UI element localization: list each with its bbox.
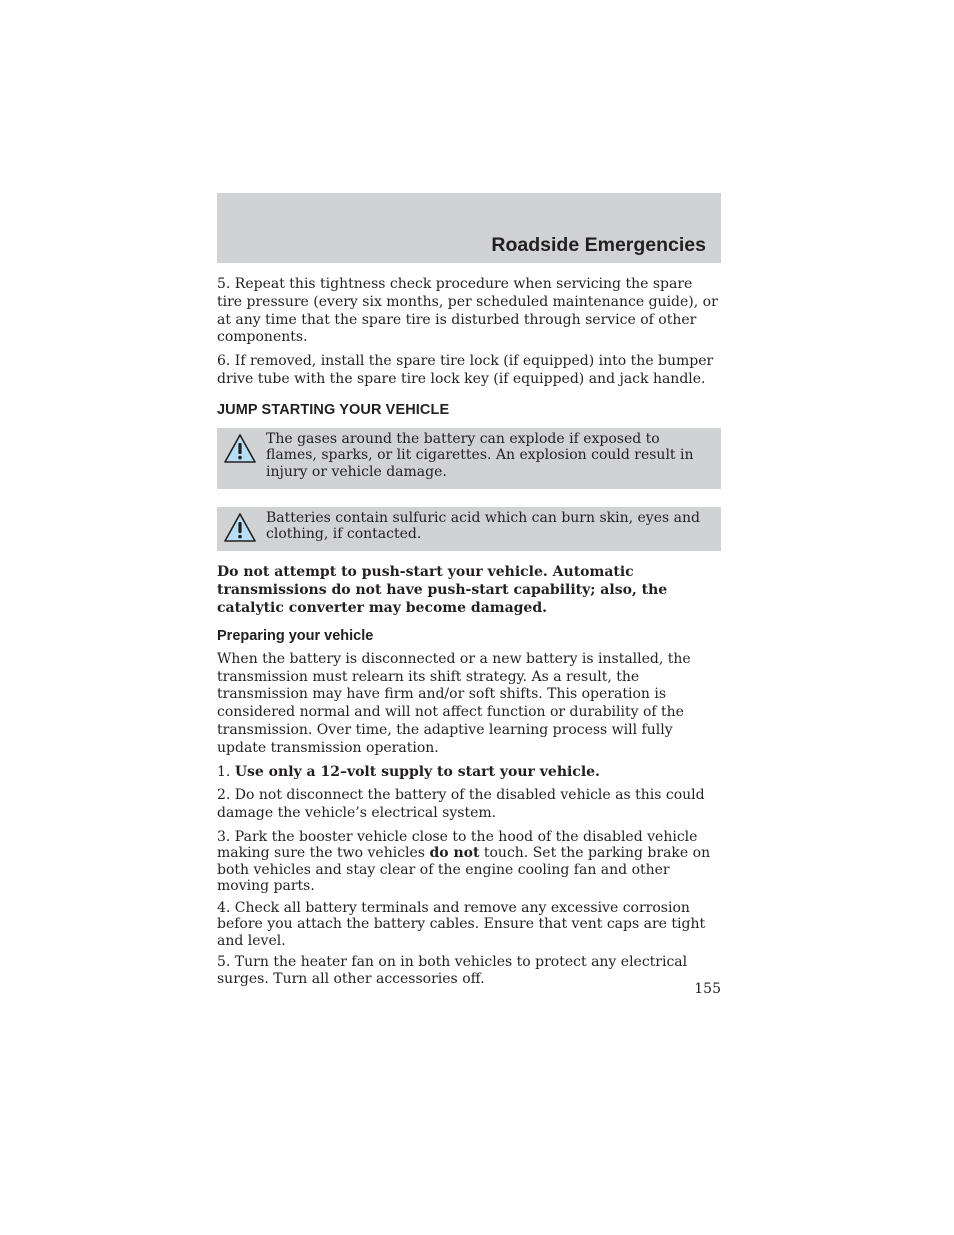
page-title: Roadside Emergencies (491, 234, 706, 256)
section-heading-jump-starting: JUMP STARTING YOUR VEHICLE (217, 401, 450, 418)
warning-text-acid: Batteries contain sulfuric acid which can burn skin, eyes and clothing, if contacted. (266, 509, 700, 543)
subheading-preparing-vehicle: Preparing your vehicle (217, 627, 374, 644)
paragraph-battery-relearn: When the battery is disconnected or a new battery is installed, the transmission must relearn its shift strategy. As a result, the transmission may have firm and/or soft shifts. This operation is considered normal and will not affect function or durability of the transmission. Over time, the adaptive learning process will fully update transmission operation. (217, 650, 691, 756)
page-content (217, 276, 721, 992)
step-5: 5. Turn the heater fan on in both vehicles to protect any electrical surges. Turn all other accessories off. (217, 954, 688, 987)
warning-box-acid (217, 507, 721, 551)
caution-push-start: Do not attempt to push-start your vehicle. Automatic transmissions do not have push-start capability; also, the catalytic converter may become damaged. (217, 563, 668, 616)
step-1 (217, 764, 721, 782)
warning-box-gases (217, 428, 721, 489)
warning-triangle-icon (223, 433, 257, 465)
step-3 (217, 829, 721, 895)
step-4: 4. Check all battery terminals and remove any excessive corrosion before you attach the battery cables. Ensure that vent caps are tight and level. (217, 899, 706, 949)
warning-text-gases: The gases around the battery can explode if exposed to flames, sparks, or lit cigarettes. An explosion could result in injury or vehicle damage. (266, 430, 694, 480)
header-band (217, 193, 721, 263)
paragraph-spare-tire-check: 5. Repeat this tightness check procedure when servicing the spare tire pressure (every six months, per scheduled maintenance guide), or at any time that the spare tire is disturbed through service of other components. (217, 276, 718, 346)
paragraph-spare-tire-lock: 6. If removed, install the spare tire lock (if equipped) into the bumper drive tube with the spare tire lock key (if equipped) and jack handle. (217, 353, 714, 387)
step-3-text-start: 3. Park the booster vehicle close to the hood of the disabled vehicle making sure the two vehicles (217, 828, 698, 862)
page-number: 155 (694, 981, 721, 997)
step-1-text: Use only a 12–volt supply to start your vehicle. (234, 763, 600, 780)
step-3-text-end: touch. Set the parking brake on both vehicles and stay clear of the engine cooling fan and other moving parts. (217, 845, 711, 895)
step-3-emphasis: do not (429, 845, 480, 862)
warning-triangle-icon (223, 512, 257, 544)
step-1-number: 1. (217, 763, 231, 780)
step-2: 2. Do not disconnect the battery of the disabled vehicle as this could damage the vehicle’s electrical system. (217, 787, 705, 822)
